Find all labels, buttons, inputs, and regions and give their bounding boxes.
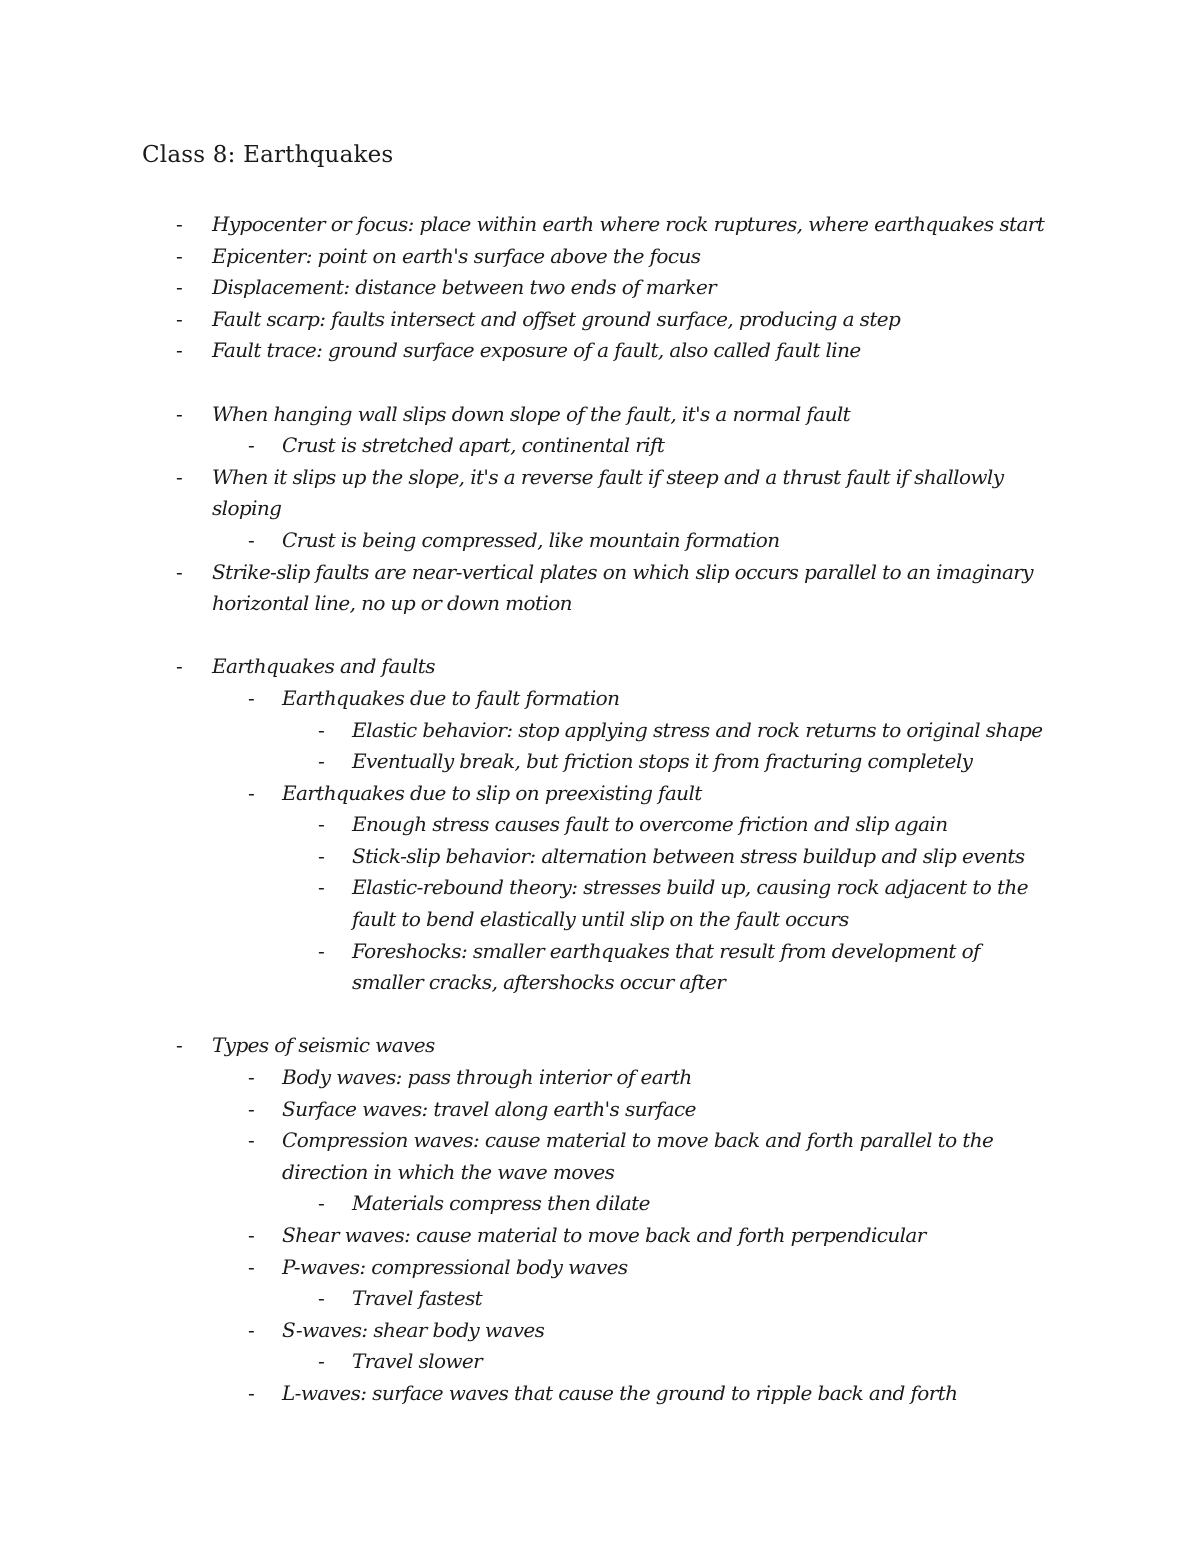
bullet-dash: - <box>318 938 325 963</box>
list-item-continuation <box>0 1157 1200 1189</box>
list-item <box>0 241 1200 273</box>
bullet-dash: - <box>248 433 255 458</box>
bullet-dash: - <box>248 780 255 805</box>
list-item <box>0 872 1200 904</box>
list-item-text: Fault scarp: faults intersect and offset ground surface, producing a step <box>212 306 901 331</box>
blank-line <box>0 367 1200 399</box>
list-item-continuation <box>0 493 1200 525</box>
list-item <box>0 683 1200 715</box>
bullet-dash: - <box>176 559 183 584</box>
list-item-text: P-waves: compressional body waves <box>282 1254 628 1279</box>
list-item-text: Earthquakes due to fault formation <box>282 685 620 710</box>
list-item <box>0 841 1200 873</box>
list-item <box>0 715 1200 747</box>
list-item-text: Strike-slip faults are near-vertical plates on which slip occurs parallel to an imaginary <box>212 559 1033 584</box>
list-item-text: Hypocenter or focus: place within earth where rock ruptures, where earthquakes start <box>212 212 1045 236</box>
list-item-continuation <box>0 588 1200 620</box>
list-item-text: Epicenter: point on earth's surface above the focus <box>212 243 701 268</box>
bullet-dash: - <box>176 464 183 489</box>
list-item-text: Types of seismic waves <box>212 1033 435 1058</box>
list-item <box>0 746 1200 778</box>
bullet-dash: - <box>176 212 183 236</box>
list-item-text: Elastic-rebound theory: stresses build up, causing rock adjacent to the <box>352 875 1028 900</box>
list-item-continuation <box>0 967 1200 999</box>
bullet-dash: - <box>248 1128 255 1153</box>
list-item <box>0 462 1200 494</box>
list-item <box>0 936 1200 968</box>
list-item-text: Shear waves: cause material to move back and forth perpendicular <box>282 1223 926 1247</box>
list-item-text: Crust is stretched apart, continental rift <box>282 433 665 458</box>
list-item-text: Stick-slip behavior: alternation between stress buildup and slip events <box>352 843 1025 868</box>
list-item-text: Enough stress causes fault to overcome friction and slip again <box>352 812 948 837</box>
bullet-dash: - <box>318 749 325 774</box>
list-item-text: sloping <box>212 496 282 521</box>
list-item <box>0 304 1200 336</box>
list-item-text: Eventually break, but friction stops it from fracturing completely <box>352 749 973 774</box>
list-item-text: Foreshocks: smaller earthquakes that result from development of <box>352 938 980 963</box>
bullet-dash: - <box>318 717 325 742</box>
bullet-dash: - <box>318 1349 325 1374</box>
list-item <box>0 1094 1200 1126</box>
list-item-continuation <box>0 904 1200 936</box>
bullet-dash: - <box>318 1191 325 1216</box>
list-item-text: Displacement: distance between two ends of marker <box>212 275 717 300</box>
list-item-text: direction in which the wave moves <box>282 1159 615 1184</box>
list-item <box>0 272 1200 304</box>
list-item-text: fault to bend elastically until slip on the fault occurs <box>352 907 849 932</box>
list-item-text: Elastic behavior: stop applying stress and rock returns to original shape <box>352 717 1043 742</box>
bullet-dash: - <box>176 401 183 426</box>
list-item-text: S-waves: shear body waves <box>282 1317 545 1342</box>
blank-line <box>0 620 1200 652</box>
bullet-dash: - <box>176 306 183 331</box>
bullet-dash: - <box>248 685 255 710</box>
list-item <box>0 1188 1200 1220</box>
list-item <box>0 1315 1200 1347</box>
bullet-dash: - <box>318 812 325 837</box>
list-item <box>0 1346 1200 1378</box>
list-item-text: L-waves: surface waves that cause the ground to ripple back and forth <box>282 1380 958 1405</box>
blank-line <box>0 999 1200 1031</box>
list-item-text: Surface waves: travel along earth's surface <box>282 1096 696 1121</box>
list-item <box>0 1062 1200 1094</box>
list-item-text: Materials compress then dilate <box>352 1191 650 1216</box>
bullet-dash: - <box>318 1286 325 1311</box>
list-item <box>0 651 1200 683</box>
page-title: Class 8: Earthquakes <box>142 142 394 168</box>
bullet-dash: - <box>176 275 183 300</box>
list-item-text: Body waves: pass through interior of earth <box>282 1065 692 1090</box>
bullet-dash: - <box>248 1317 255 1342</box>
bullet-dash: - <box>318 843 325 868</box>
bullet-dash: - <box>176 338 183 363</box>
list-item <box>0 809 1200 841</box>
bullet-dash: - <box>318 875 325 900</box>
notes-list <box>0 209 1200 1410</box>
list-item <box>0 430 1200 462</box>
bullet-dash: - <box>248 1096 255 1121</box>
list-item <box>0 399 1200 431</box>
list-item <box>0 1252 1200 1284</box>
list-item <box>0 335 1200 367</box>
list-item-text: smaller cracks, aftershocks occur after <box>352 970 726 995</box>
list-item <box>0 209 1200 241</box>
bullet-dash: - <box>176 654 183 679</box>
list-item-text: Travel fastest <box>352 1286 483 1311</box>
bullet-dash: - <box>248 527 255 552</box>
list-item-text: Travel slower <box>352 1349 483 1374</box>
list-item-text: Earthquakes and faults <box>212 654 435 679</box>
bullet-dash: - <box>248 1254 255 1279</box>
list-item-text: When it slips up the slope, it's a reverse fault if steep and a thrust fault if shallowly <box>212 464 1004 489</box>
bullet-dash: - <box>248 1065 255 1090</box>
bullet-dash: - <box>248 1380 255 1405</box>
bullet-dash: - <box>248 1223 255 1247</box>
list-item-text: Earthquakes due to slip on preexisting fault <box>282 780 702 805</box>
list-item <box>0 1030 1200 1062</box>
list-item <box>0 1220 1200 1252</box>
list-item <box>0 1378 1200 1410</box>
list-item-text: Crust is being compressed, like mountain formation <box>282 527 780 552</box>
list-item <box>0 1283 1200 1315</box>
list-item-text: When hanging wall slips down slope of the fault, it's a normal fault <box>212 401 851 426</box>
list-item <box>0 778 1200 810</box>
list-item-text: Compression waves: cause material to move back and forth parallel to the <box>282 1128 994 1153</box>
list-item-text: Fault trace: ground surface exposure of a fault, also called fault line <box>212 338 861 363</box>
list-item <box>0 525 1200 557</box>
list-item <box>0 1125 1200 1157</box>
list-item-text: horizontal line, no up or down motion <box>212 591 572 616</box>
bullet-dash: - <box>176 243 183 268</box>
bullet-dash: - <box>176 1033 183 1058</box>
list-item <box>0 557 1200 589</box>
